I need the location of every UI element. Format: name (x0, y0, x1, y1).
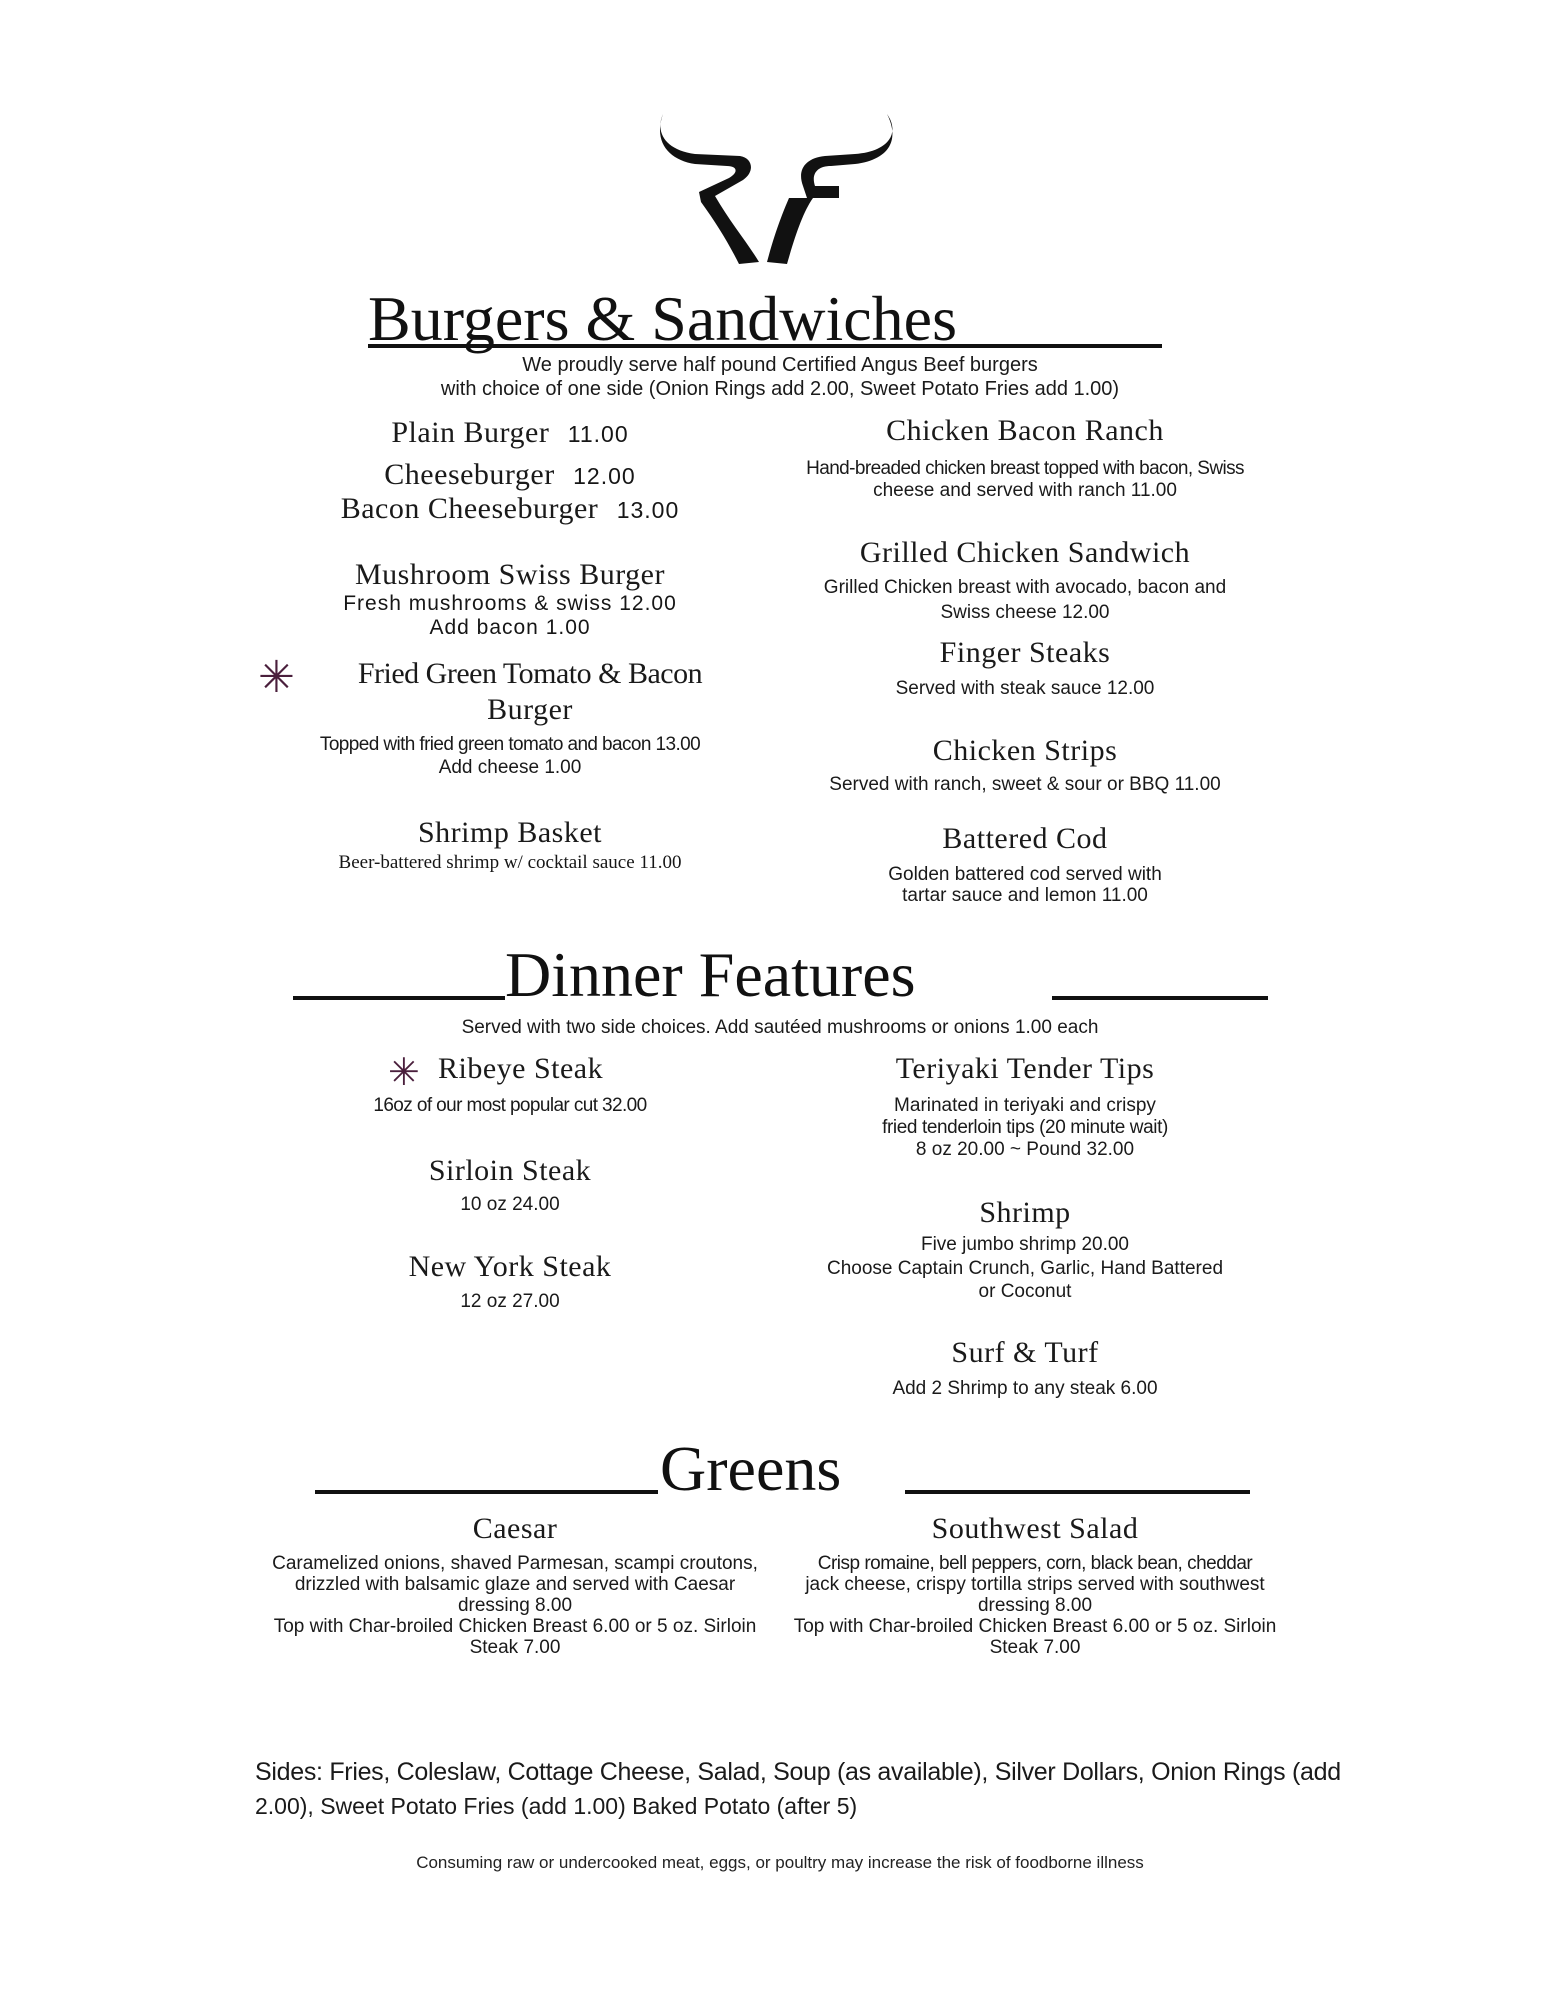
shrimp-basket-name: Shrimp Basket (418, 816, 602, 849)
sides-line-2: 2.00), Sweet Potato Fries (add 1.00) Baked Potato (after 5) (255, 1793, 858, 1819)
chicken-bacon-ranch-name: Chicken Bacon Ranch (886, 414, 1164, 447)
caesar-desc-5: Steak 7.00 (469, 1637, 561, 1658)
finger-steaks-name: Finger Steaks (939, 636, 1111, 669)
burgers-intro-line-1: We proudly serve half pound Certified Angus Beef burgers (522, 354, 1038, 376)
chicken-strips-name: Chicken Strips (932, 734, 1118, 767)
dinner-title-rule-right (1052, 996, 1268, 1000)
southwest-salad-desc-2: jack cheese, crispy tortilla strips served with southwest (805, 1574, 1265, 1595)
menu-item-bacon-cheeseburger (265, 492, 755, 526)
greens-title-rule-left (315, 1490, 658, 1494)
new-york-steak-name: New York Steak (408, 1250, 612, 1283)
burgers-title-underline (368, 344, 1162, 348)
southwest-salad-desc-1: Crisp romaine, bell peppers, corn, black bean, cheddar (817, 1553, 1253, 1574)
southwest-salad-desc-5: Steak 7.00 (989, 1637, 1081, 1658)
food-safety-disclaimer: Consuming raw or undercooked meat, eggs, or poultry may increase the risk of foodborne illness (416, 1853, 1144, 1872)
teriyaki-tender-tips-desc-2: fried tenderloin tips (20 minute wait) (882, 1117, 1168, 1138)
menu-item-cheeseburger (265, 458, 755, 492)
southwest-salad-desc-3: dressing 8.00 (977, 1595, 1093, 1616)
item-price: 11.00 (567, 421, 629, 447)
item-name: Plain Burger (391, 416, 550, 449)
caesar-desc-4: Top with Char-broiled Chicken Breast 6.00 or 5 oz. Sirloin (273, 1616, 757, 1637)
finger-steaks-desc: Served with steak sauce 12.00 (895, 678, 1155, 699)
caesar-desc-1: Caramelized onions, shaved Parmesan, scampi croutons, (272, 1553, 758, 1574)
sirloin-steak-desc: 10 oz 24.00 (460, 1194, 560, 1215)
fried-green-tomato-burger-addon: Add cheese 1.00 (438, 757, 582, 778)
battered-cod-desc-2: tartar sauce and lemon 11.00 (902, 885, 1148, 906)
greens-section-title: Greens (660, 1433, 842, 1504)
fried-green-tomato-burger-name-2: Burger (487, 693, 573, 726)
dinner-section-title: Dinner Features (505, 939, 916, 1010)
southwest-salad-name: Southwest Salad (931, 1512, 1139, 1545)
grilled-chicken-sandwich-name: Grilled Chicken Sandwich (859, 536, 1191, 569)
grilled-chicken-sandwich-desc-2: Swiss cheese 12.00 (940, 602, 1110, 623)
item-price: 13.00 (616, 497, 680, 523)
dinner-intro: Served with two side choices. Add sautéed mushrooms or onions 1.00 each (461, 1017, 1099, 1038)
teriyaki-tender-tips-name: Teriyaki Tender Tips (895, 1052, 1155, 1085)
surf-and-turf-desc: Add 2 Shrimp to any steak 6.00 (892, 1378, 1158, 1399)
dinner-title-rule-left (293, 996, 505, 1000)
rf-logo (655, 112, 905, 277)
battered-cod-desc: Golden battered cod served with (888, 864, 1162, 885)
surf-and-turf-name: Surf & Turf (951, 1336, 1099, 1369)
house-favorite-asterisk-icon: ✳ (388, 1050, 420, 1094)
house-favorite-asterisk-icon: ✳ (258, 652, 295, 703)
mushroom-swiss-burger-addon: Add bacon 1.00 (429, 616, 591, 639)
caesar-desc-2: drizzled with balsamic glaze and served with Caesar (294, 1574, 736, 1595)
ribeye-steak-name: Ribeye Steak (438, 1052, 604, 1085)
mushroom-swiss-burger-name: Mushroom Swiss Burger (355, 558, 665, 591)
shrimp-dinner-desc: Five jumbo shrimp 20.00 (920, 1234, 1130, 1255)
teriyaki-tender-tips-desc: Marinated in teriyaki and crispy (894, 1095, 1156, 1116)
item-name: Bacon Cheeseburger (340, 492, 599, 525)
shrimp-dinner-desc-3: or Coconut (978, 1281, 1072, 1302)
greens-title-rule-right (905, 1490, 1250, 1494)
burgers-section-title: Burgers & Sandwiches (368, 283, 957, 354)
shrimp-dinner-name: Shrimp (979, 1196, 1071, 1229)
fried-green-tomato-burger-name: Fried Green Tomato & Bacon (357, 657, 703, 690)
item-price: 12.00 (573, 463, 636, 489)
caesar-desc-3: dressing 8.00 (457, 1595, 573, 1616)
sirloin-steak-name: Sirloin Steak (428, 1154, 592, 1187)
burgers-intro-line-2: with choice of one side (Onion Rings add 2.00, Sweet Potato Fries add 1.00) (440, 378, 1120, 400)
shrimp-basket-desc: Beer-battered shrimp w/ cocktail sauce 11.00 (338, 852, 682, 873)
chicken-bacon-ranch-desc-2: cheese and served with ranch 11.00 (873, 480, 1177, 501)
shrimp-dinner-desc-2: Choose Captain Crunch, Garlic, Hand Battered (826, 1258, 1224, 1279)
battered-cod-name: Battered Cod (942, 822, 1108, 855)
caesar-name: Caesar (472, 1512, 558, 1545)
fried-green-tomato-burger-desc: Topped with fried green tomato and bacon 13.00 (319, 734, 701, 755)
chicken-strips-desc: Served with ranch, sweet & sour or BBQ 11.00 (829, 774, 1221, 795)
sides-line-1: Sides: Fries, Coleslaw, Cottage Cheese, Salad, Soup (as available), Silver Dollars, Onion Rings (add (255, 1758, 1341, 1786)
grilled-chicken-sandwich-desc: Grilled Chicken breast with avocado, bacon and (823, 577, 1227, 598)
mushroom-swiss-burger-desc: Fresh mushrooms & swiss 12.00 (343, 592, 677, 615)
teriyaki-tender-tips-price: 8 oz 20.00 ~ Pound 32.00 (915, 1139, 1135, 1160)
new-york-steak-desc: 12 oz 27.00 (460, 1291, 560, 1312)
item-name: Cheeseburger (384, 458, 555, 491)
menu-item-plain-burger (265, 416, 755, 450)
southwest-salad-desc-4: Top with Char-broiled Chicken Breast 6.00 or 5 oz. Sirloin (793, 1616, 1277, 1637)
ribeye-steak-desc: 16oz of our most popular cut 32.00 (373, 1095, 647, 1116)
chicken-bacon-ranch-desc: Hand-breaded chicken breast topped with bacon, Swiss (806, 458, 1244, 479)
